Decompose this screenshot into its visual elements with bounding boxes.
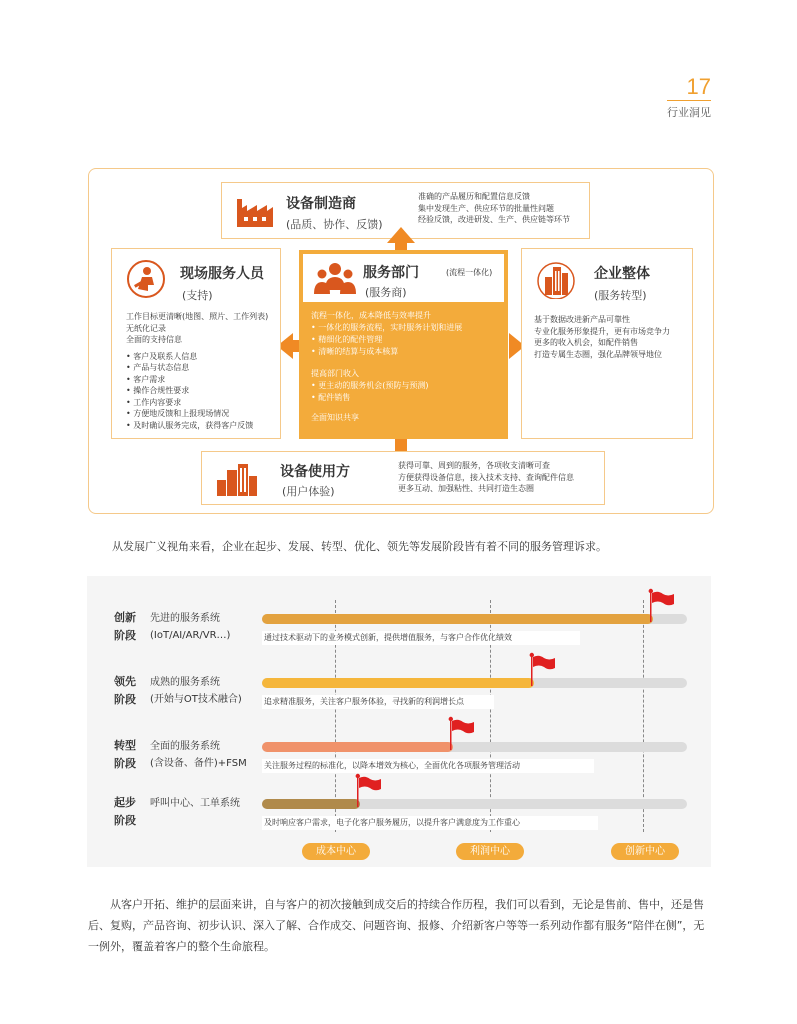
bullet-item: • 客户需求 [126, 374, 166, 384]
field-staff-subtitle: (支持) [182, 289, 213, 302]
bullet-item: • 客户及联系人信息 [126, 351, 198, 361]
user-box [201, 451, 605, 505]
bullet-item: • 产品与状态信息 [126, 363, 190, 372]
stage-note: 通过技术驱动下的业务模式创新，提供增值服务，与客户合作优化绩效 [262, 631, 580, 645]
stage-progress-fill [262, 742, 453, 752]
bullet-item: • 操作合规性要求 [126, 386, 190, 395]
flag-icon [447, 716, 477, 750]
header-divider [667, 100, 711, 101]
center-label: 利润中心 [456, 843, 524, 860]
stage-progress-fill [262, 678, 534, 688]
worker-icon [126, 259, 166, 299]
note-line: 经验反馈，改进研发、生产、供应链等环节 [418, 215, 570, 224]
stage-name: 起步 阶段 [114, 796, 136, 827]
text-line: 更多的收入机会，如配件销售 [534, 338, 638, 347]
enterprise-text [534, 314, 670, 360]
stage-note: 关注服务过程的标准化，以降本增效为核心，全面优化各项服务管理活动 [262, 759, 594, 773]
text-line: 基于数据改进新产品可靠性 [534, 315, 630, 324]
bullet-item: • 一体化的服务流程，实时服务计划和进展 [311, 323, 463, 332]
service-dept-badge: (流程一体化) [446, 268, 493, 277]
bullet-item: • 方便地反馈和上报现场情况 [126, 409, 230, 418]
text-line: 打造专属生态圈，强化品牌领导地位 [534, 349, 662, 359]
city-icon [215, 460, 259, 498]
stage-progress-fill [262, 799, 360, 809]
bullet-item: • 配件销售 [311, 393, 351, 402]
stage-note: 及时响应客户需求，电子化客户服务履历，以提升客户满意度为工作重心 [262, 816, 598, 830]
stage-progress-fill [262, 614, 653, 624]
service-dept-text [311, 310, 462, 424]
text-line: 工作目标更清晰(地图、照片、工作列表) [126, 312, 269, 321]
field-staff-title: 现场服务人员 [180, 266, 264, 282]
intro-text: 从发展广义视角来看，企业在起步、发展、转型、优化、领先等发展阶段皆有着不同的服务管理诉求。 [112, 540, 607, 553]
bullet-item: • 工作内容要求 [126, 397, 182, 407]
text-line: 无纸化记录 [126, 323, 166, 333]
field-staff-box [111, 248, 281, 439]
body-paragraph: 从客户开拓、维护的层面来讲，自与客户的初次接触到成交后的持续合作历程，我们可以看到，无论是售前、售中，还是售后、复购，产品咨询、初步认识、深入了解、合作成交、问题咨询、报修、介绍新客户等等一系列动作都有服务“陪伴在侧”，无一例外，覆盖着客户的整个生命旅程。 [88, 898, 705, 953]
stage-desc: 全面的服务系统 (含设备、备件)+FSM [150, 741, 247, 769]
enterprise-subtitle: (服务转型) [594, 289, 647, 302]
page-number: 17 [686, 74, 711, 99]
flag-icon [354, 773, 384, 807]
text-line: 流程一体化，成本降低与效率提升 [311, 311, 431, 320]
factory-icon [235, 193, 275, 229]
enterprise-box [521, 248, 693, 439]
stage-desc: 呼叫中心、工单系统 [150, 798, 240, 809]
bullet-item: • 精细化的配件管理 [311, 335, 383, 344]
manufacturer-title: 设备制造商 [286, 196, 356, 212]
team-icon [313, 260, 357, 298]
text-line: 全面的支持信息 [126, 335, 182, 344]
text-line: 提高部门收入 [311, 369, 359, 378]
user-subtitle: (用户体验) [282, 485, 335, 498]
building-icon [534, 259, 578, 299]
service-dept-box [299, 250, 508, 439]
divider-dashed [643, 600, 644, 832]
user-title: 设备使用方 [280, 464, 350, 480]
center-label: 成本中心 [302, 843, 370, 860]
flag-icon [528, 652, 558, 686]
note-line: 更多互动、加强粘性、共同打造生态圈 [398, 484, 534, 493]
text-line: 全面知识共享 [311, 413, 359, 422]
stage-name: 创新 阶段 [114, 611, 136, 642]
stage-name: 转型 阶段 [114, 739, 136, 770]
service-dept-header [303, 254, 504, 302]
note-line: 方便获得设备信息，接入技术支持、查询配件信息 [398, 472, 574, 482]
note-line: 准确的产品履历和配置信息反馈 [418, 192, 530, 201]
arrow-up [387, 227, 415, 243]
stage-desc: 成熟的服务系统 (开始与OT技术融合) [150, 677, 242, 705]
stage-name: 领先 阶段 [114, 675, 136, 706]
bullet-item: • 更主动的服务机会(预防与预测) [311, 381, 429, 390]
center-label: 创新中心 [611, 843, 679, 860]
section-title: 行业洞见 [667, 106, 711, 119]
stage-desc: 先进的服务系统 (IoT/AI/AR/VR…) [150, 613, 231, 641]
enterprise-title: 企业整体 [594, 266, 650, 282]
bullet-item: • 及时确认服务完成，获得客户反馈 [126, 420, 254, 430]
user-notes [398, 460, 574, 495]
manufacturer-notes [418, 191, 570, 226]
field-staff-text [126, 311, 268, 431]
manufacturer-subtitle: (品质、协作、反馈) [286, 218, 383, 231]
flag-icon [647, 588, 677, 622]
note-line: 集中发现生产、供应环节的批量性问题 [418, 203, 554, 213]
service-dept-title: 服务部门 [363, 265, 419, 281]
note-line: 获得可靠、周到的服务，各项收支清晰可查 [398, 461, 550, 470]
text-line: 专业化服务形象提升，更有市场竞争力 [534, 326, 670, 336]
stage-note: 追求精准服务，关注客户服务体验，寻找新的利润增长点 [262, 695, 494, 709]
bullet-item: • 清晰的结算与成本核算 [311, 347, 399, 356]
service-dept-subtitle: (服务商) [365, 286, 407, 299]
